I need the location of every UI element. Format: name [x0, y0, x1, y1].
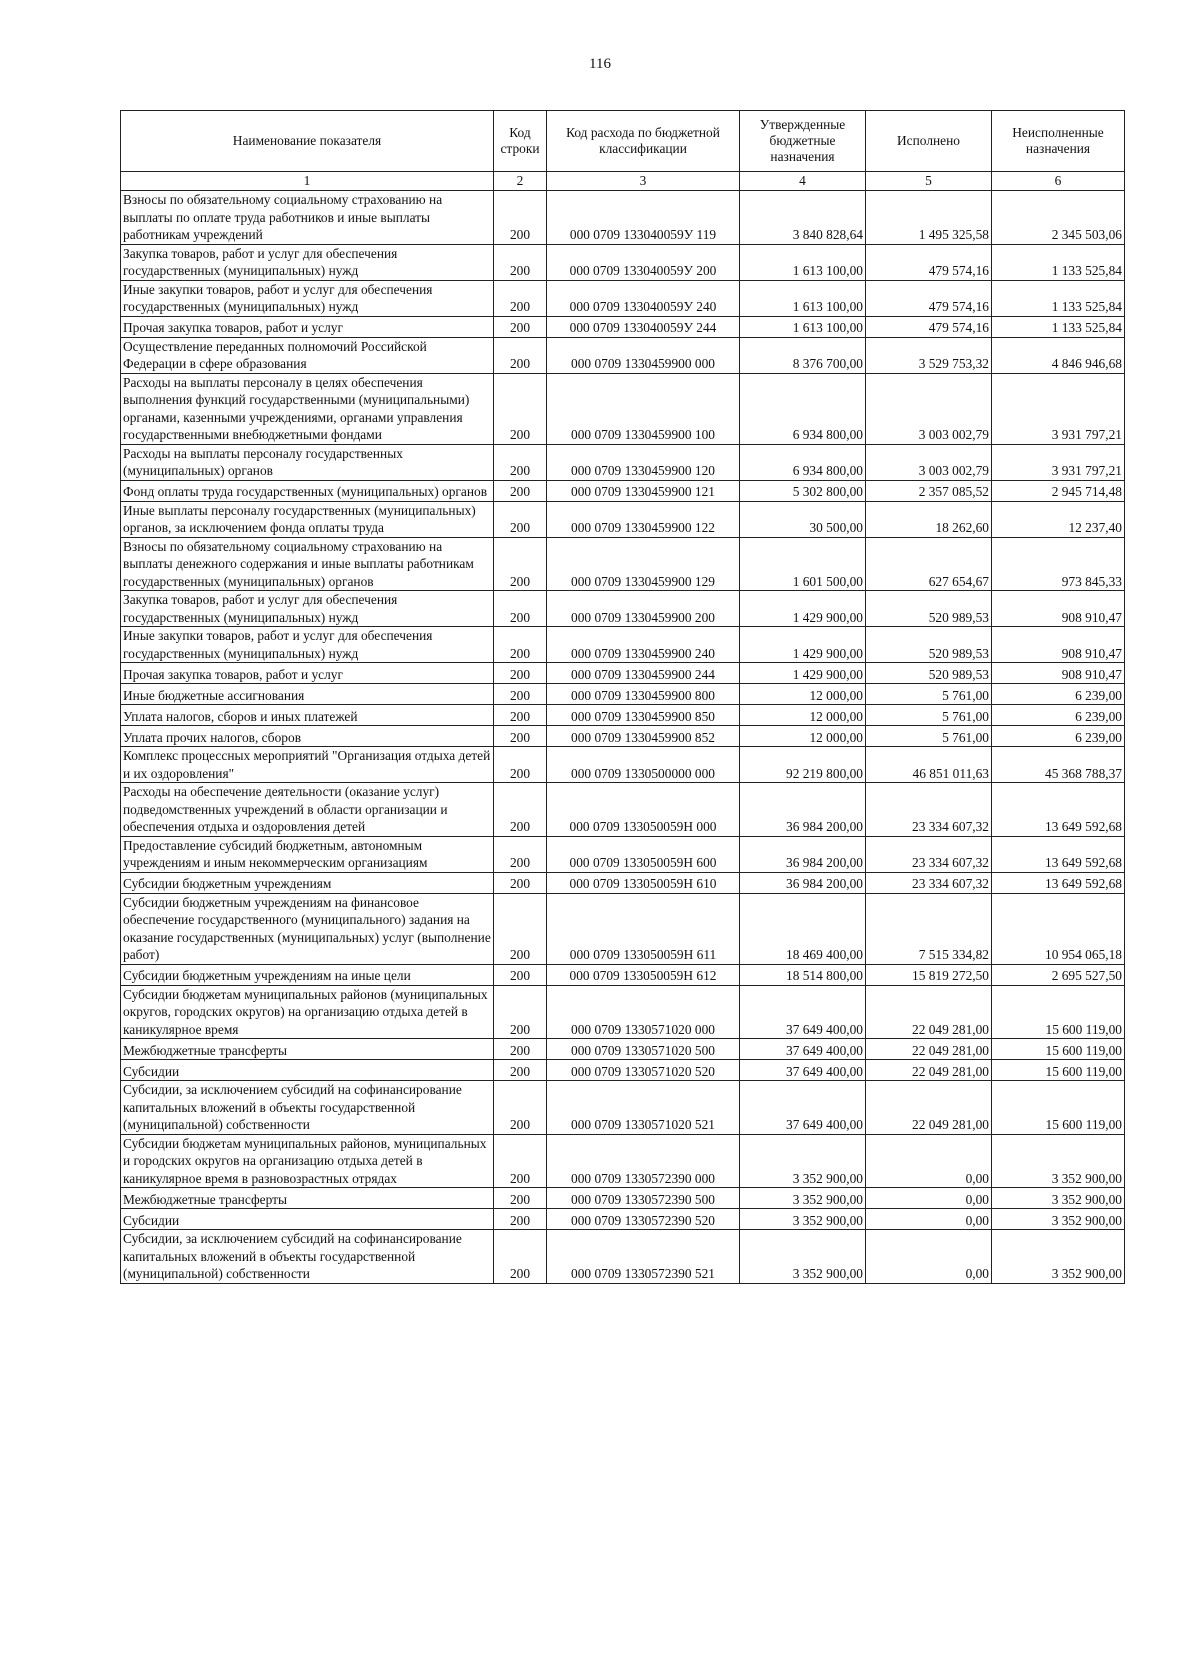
- table-row: [121, 537, 1125, 591]
- column-number-row: [121, 172, 1125, 191]
- budget-code-cell: 000 0709 133050059Н 612: [547, 964, 740, 985]
- indicator-name-cell: Субсидии, за исключением субсидий на софинансирование капитальных вложений в объекты государственной (муниципальной) собственности: [121, 1230, 494, 1284]
- executed-amount-cell: 3 003 002,79: [866, 444, 992, 480]
- line-code-cell: 200: [494, 444, 547, 480]
- approved-amount-cell: 1 613 100,00: [740, 244, 866, 280]
- line-code-cell: 200: [494, 663, 547, 684]
- indicator-name-cell: Субсидии, за исключением субсидий на софинансирование капитальных вложений в объекты государственной (муниципальной) собственности: [121, 1081, 494, 1135]
- header-approved: Утвержденные бюджетные назначения: [740, 111, 866, 172]
- budget-code-cell: 000 0709 1330459900 800: [547, 684, 740, 705]
- column-number: 1: [121, 172, 494, 191]
- line-code-cell: 200: [494, 373, 547, 444]
- table-body: [121, 191, 1125, 1284]
- line-code-cell: 200: [494, 337, 547, 373]
- unexecuted-amount-cell: 15 600 119,00: [992, 985, 1125, 1039]
- header-budget-code: Код расхода по бюджетной классификации: [547, 111, 740, 172]
- unexecuted-amount-cell: 2 945 714,48: [992, 480, 1125, 501]
- budget-code-cell: 000 0709 133040059У 244: [547, 316, 740, 337]
- unexecuted-amount-cell: 10 954 065,18: [992, 893, 1125, 964]
- unexecuted-amount-cell: 3 352 900,00: [992, 1209, 1125, 1230]
- line-code-cell: 200: [494, 872, 547, 893]
- budget-code-cell: 000 0709 1330571020 000: [547, 985, 740, 1039]
- approved-amount-cell: 1 429 900,00: [740, 591, 866, 627]
- approved-amount-cell: 36 984 200,00: [740, 872, 866, 893]
- table-row: [121, 627, 1125, 663]
- indicator-name-cell: Субсидии: [121, 1209, 494, 1230]
- line-code-cell: 200: [494, 1134, 547, 1188]
- executed-amount-cell: 5 761,00: [866, 684, 992, 705]
- budget-code-cell: 000 0709 1330459900 121: [547, 480, 740, 501]
- column-number: 4: [740, 172, 866, 191]
- unexecuted-amount-cell: 3 352 900,00: [992, 1188, 1125, 1209]
- approved-amount-cell: 37 649 400,00: [740, 1060, 866, 1081]
- budget-code-cell: 000 0709 1330572390 520: [547, 1209, 740, 1230]
- budget-code-cell: 000 0709 1330459900 240: [547, 627, 740, 663]
- line-code-cell: 200: [494, 893, 547, 964]
- indicator-name-cell: Расходы на выплаты персоналу государственных (муниципальных) органов: [121, 444, 494, 480]
- budget-code-cell: 000 0709 1330571020 521: [547, 1081, 740, 1135]
- unexecuted-amount-cell: 15 600 119,00: [992, 1081, 1125, 1135]
- executed-amount-cell: 46 851 011,63: [866, 747, 992, 783]
- executed-amount-cell: 22 049 281,00: [866, 1039, 992, 1060]
- indicator-name-cell: Субсидии: [121, 1060, 494, 1081]
- approved-amount-cell: 3 352 900,00: [740, 1230, 866, 1284]
- line-code-cell: 200: [494, 684, 547, 705]
- table-header-row: [121, 111, 1125, 172]
- executed-amount-cell: 520 989,53: [866, 591, 992, 627]
- indicator-name-cell: Осуществление переданных полномочий Российской Федерации в сфере образования: [121, 337, 494, 373]
- indicator-name-cell: Субсидии бюджетам муниципальных районов, муниципальных и городских округов на организацию отдыха детей в каникулярное время в разновозрастных отрядах: [121, 1134, 494, 1188]
- indicator-name-cell: Прочая закупка товаров, работ и услуг: [121, 316, 494, 337]
- table-row: [121, 1060, 1125, 1081]
- line-code-cell: 200: [494, 783, 547, 837]
- executed-amount-cell: 0,00: [866, 1230, 992, 1284]
- line-code-cell: 200: [494, 627, 547, 663]
- line-code-cell: 200: [494, 591, 547, 627]
- line-code-cell: 200: [494, 191, 547, 245]
- unexecuted-amount-cell: 973 845,33: [992, 537, 1125, 591]
- executed-amount-cell: 0,00: [866, 1209, 992, 1230]
- indicator-name-cell: Закупка товаров, работ и услуг для обеспечения государственных (муниципальных) нужд: [121, 244, 494, 280]
- approved-amount-cell: 12 000,00: [740, 684, 866, 705]
- table-row: [121, 783, 1125, 837]
- unexecuted-amount-cell: 45 368 788,37: [992, 747, 1125, 783]
- budget-code-cell: 000 0709 1330572390 000: [547, 1134, 740, 1188]
- approved-amount-cell: 12 000,00: [740, 705, 866, 726]
- unexecuted-amount-cell: 12 237,40: [992, 501, 1125, 537]
- table-row: [121, 836, 1125, 872]
- unexecuted-amount-cell: 1 133 525,84: [992, 316, 1125, 337]
- executed-amount-cell: 479 574,16: [866, 280, 992, 316]
- approved-amount-cell: 18 469 400,00: [740, 893, 866, 964]
- executed-amount-cell: 15 819 272,50: [866, 964, 992, 985]
- budget-code-cell: 000 0709 133050059Н 610: [547, 872, 740, 893]
- line-code-cell: 200: [494, 1230, 547, 1284]
- approved-amount-cell: 6 934 800,00: [740, 373, 866, 444]
- header-indicator-name: Наименование показателя: [121, 111, 494, 172]
- executed-amount-cell: 3 529 753,32: [866, 337, 992, 373]
- approved-amount-cell: 1 601 500,00: [740, 537, 866, 591]
- budget-code-cell: 000 0709 133040059У 119: [547, 191, 740, 245]
- executed-amount-cell: 520 989,53: [866, 663, 992, 684]
- executed-amount-cell: 1 495 325,58: [866, 191, 992, 245]
- line-code-cell: 200: [494, 244, 547, 280]
- table-row: [121, 1188, 1125, 1209]
- line-code-cell: 200: [494, 537, 547, 591]
- indicator-name-cell: Взносы по обязательному социальному страхованию на выплаты денежного содержания и иные выплаты работникам государственных (муниципальных) органов: [121, 537, 494, 591]
- indicator-name-cell: Субсидии бюджетным учреждениям на иные цели: [121, 964, 494, 985]
- indicator-name-cell: Иные закупки товаров, работ и услуг для обеспечения государственных (муниципальных) нужд: [121, 280, 494, 316]
- indicator-name-cell: Закупка товаров, работ и услуг для обеспечения государственных (муниципальных) нужд: [121, 591, 494, 627]
- line-code-cell: 200: [494, 705, 547, 726]
- unexecuted-amount-cell: 908 910,47: [992, 591, 1125, 627]
- indicator-name-cell: Иные закупки товаров, работ и услуг для обеспечения государственных (муниципальных) нужд: [121, 627, 494, 663]
- indicator-name-cell: Расходы на обеспечение деятельности (оказание услуг) подведомственных учреждений в области организации и обеспечения отдыха и оздоровления детей: [121, 783, 494, 837]
- budget-code-cell: 000 0709 1330459900 200: [547, 591, 740, 627]
- executed-amount-cell: 0,00: [866, 1134, 992, 1188]
- table-row: [121, 480, 1125, 501]
- column-number: 6: [992, 172, 1125, 191]
- executed-amount-cell: 3 003 002,79: [866, 373, 992, 444]
- unexecuted-amount-cell: 3 352 900,00: [992, 1134, 1125, 1188]
- executed-amount-cell: 5 761,00: [866, 705, 992, 726]
- line-code-cell: 200: [494, 964, 547, 985]
- table-row: [121, 280, 1125, 316]
- budget-code-cell: 000 0709 1330572390 521: [547, 1230, 740, 1284]
- line-code-cell: 200: [494, 726, 547, 747]
- indicator-name-cell: Фонд оплаты труда государственных (муниципальных) органов: [121, 480, 494, 501]
- indicator-name-cell: Иные выплаты персоналу государственных (муниципальных) органов, за исключением фонда оплаты труда: [121, 501, 494, 537]
- approved-amount-cell: 1 613 100,00: [740, 280, 866, 316]
- budget-code-cell: 000 0709 133050059Н 000: [547, 783, 740, 837]
- table-row: [121, 444, 1125, 480]
- unexecuted-amount-cell: 13 649 592,68: [992, 783, 1125, 837]
- budget-code-cell: 000 0709 1330571020 520: [547, 1060, 740, 1081]
- executed-amount-cell: 0,00: [866, 1188, 992, 1209]
- line-code-cell: 200: [494, 985, 547, 1039]
- budget-code-cell: 000 0709 1330459900 000: [547, 337, 740, 373]
- unexecuted-amount-cell: 3 931 797,21: [992, 444, 1125, 480]
- table-row: [121, 872, 1125, 893]
- table-row: [121, 316, 1125, 337]
- unexecuted-amount-cell: 4 846 946,68: [992, 337, 1125, 373]
- table-row: [121, 337, 1125, 373]
- approved-amount-cell: 1 429 900,00: [740, 627, 866, 663]
- unexecuted-amount-cell: 2 345 503,06: [992, 191, 1125, 245]
- table-row: [121, 1209, 1125, 1230]
- budget-code-cell: 000 0709 1330459900 850: [547, 705, 740, 726]
- approved-amount-cell: 18 514 800,00: [740, 964, 866, 985]
- line-code-cell: 200: [494, 316, 547, 337]
- approved-amount-cell: 36 984 200,00: [740, 836, 866, 872]
- indicator-name-cell: Расходы на выплаты персоналу в целях обеспечения выполнения функций государственными (муниципальными) органами, казенными учреждениями, органами управления государственными внебюджетными фондами: [121, 373, 494, 444]
- executed-amount-cell: 23 334 607,32: [866, 872, 992, 893]
- line-code-cell: 200: [494, 1188, 547, 1209]
- unexecuted-amount-cell: 13 649 592,68: [992, 836, 1125, 872]
- line-code-cell: 200: [494, 747, 547, 783]
- table-row: [121, 501, 1125, 537]
- table-row: [121, 591, 1125, 627]
- budget-code-cell: 000 0709 133040059У 240: [547, 280, 740, 316]
- indicator-name-cell: Субсидии бюджетным учреждениям на финансовое обеспечение государственного (муниципального) задания на оказание государственных (муниципальных) услуг (выполнение работ): [121, 893, 494, 964]
- approved-amount-cell: 1 429 900,00: [740, 663, 866, 684]
- budget-code-cell: 000 0709 1330459900 122: [547, 501, 740, 537]
- approved-amount-cell: 3 352 900,00: [740, 1209, 866, 1230]
- indicator-name-cell: Уплата прочих налогов, сборов: [121, 726, 494, 747]
- table-row: [121, 663, 1125, 684]
- page-number: 116: [589, 56, 611, 72]
- approved-amount-cell: 92 219 800,00: [740, 747, 866, 783]
- budget-code-cell: 000 0709 1330500000 000: [547, 747, 740, 783]
- unexecuted-amount-cell: 13 649 592,68: [992, 872, 1125, 893]
- table-row: [121, 964, 1125, 985]
- unexecuted-amount-cell: 15 600 119,00: [992, 1060, 1125, 1081]
- table-row: [121, 1039, 1125, 1060]
- executed-amount-cell: 5 761,00: [866, 726, 992, 747]
- unexecuted-amount-cell: 908 910,47: [992, 663, 1125, 684]
- unexecuted-amount-cell: 3 931 797,21: [992, 373, 1125, 444]
- line-code-cell: 200: [494, 1209, 547, 1230]
- budget-code-cell: 000 0709 1330459900 100: [547, 373, 740, 444]
- line-code-cell: 200: [494, 480, 547, 501]
- approved-amount-cell: 3 840 828,64: [740, 191, 866, 245]
- header-line-code: Код строки: [494, 111, 547, 172]
- column-number: 3: [547, 172, 740, 191]
- budget-code-cell: 000 0709 1330459900 852: [547, 726, 740, 747]
- executed-amount-cell: 479 574,16: [866, 244, 992, 280]
- line-code-cell: 200: [494, 1039, 547, 1060]
- unexecuted-amount-cell: 1 133 525,84: [992, 280, 1125, 316]
- budget-code-cell: 000 0709 1330459900 129: [547, 537, 740, 591]
- table-row: [121, 893, 1125, 964]
- indicator-name-cell: Субсидии бюджетным учреждениям: [121, 872, 494, 893]
- indicator-name-cell: Предоставление субсидий бюджетным, автономным учреждениям и иным некоммерческим организациям: [121, 836, 494, 872]
- budget-report-table: [120, 110, 1125, 1284]
- indicator-name-cell: Уплата налогов, сборов и иных платежей: [121, 705, 494, 726]
- line-code-cell: 200: [494, 280, 547, 316]
- unexecuted-amount-cell: 2 695 527,50: [992, 964, 1125, 985]
- budget-code-cell: 000 0709 1330459900 244: [547, 663, 740, 684]
- approved-amount-cell: 1 613 100,00: [740, 316, 866, 337]
- approved-amount-cell: 12 000,00: [740, 726, 866, 747]
- budget-code-cell: 000 0709 1330571020 500: [547, 1039, 740, 1060]
- budget-code-cell: 000 0709 133050059Н 611: [547, 893, 740, 964]
- unexecuted-amount-cell: 1 133 525,84: [992, 244, 1125, 280]
- approved-amount-cell: 3 352 900,00: [740, 1188, 866, 1209]
- unexecuted-amount-cell: 3 352 900,00: [992, 1230, 1125, 1284]
- executed-amount-cell: 479 574,16: [866, 316, 992, 337]
- indicator-name-cell: Взносы по обязательному социальному страхованию на выплаты по оплате труда работников и иные выплаты работникам учреждений: [121, 191, 494, 245]
- approved-amount-cell: 3 352 900,00: [740, 1134, 866, 1188]
- indicator-name-cell: Иные бюджетные ассигнования: [121, 684, 494, 705]
- budget-code-cell: 000 0709 133040059У 200: [547, 244, 740, 280]
- budget-code-cell: 000 0709 1330459900 120: [547, 444, 740, 480]
- budget-code-cell: 000 0709 133050059Н 600: [547, 836, 740, 872]
- unexecuted-amount-cell: 6 239,00: [992, 726, 1125, 747]
- line-code-cell: 200: [494, 1060, 547, 1081]
- unexecuted-amount-cell: 6 239,00: [992, 684, 1125, 705]
- approved-amount-cell: 30 500,00: [740, 501, 866, 537]
- approved-amount-cell: 37 649 400,00: [740, 1039, 866, 1060]
- indicator-name-cell: Межбюджетные трансферты: [121, 1188, 494, 1209]
- table-row: [121, 705, 1125, 726]
- header-executed: Исполнено: [866, 111, 992, 172]
- approved-amount-cell: 37 649 400,00: [740, 1081, 866, 1135]
- line-code-cell: 200: [494, 836, 547, 872]
- line-code-cell: 200: [494, 1081, 547, 1135]
- executed-amount-cell: 18 262,60: [866, 501, 992, 537]
- unexecuted-amount-cell: 908 910,47: [992, 627, 1125, 663]
- indicator-name-cell: Прочая закупка товаров, работ и услуг: [121, 663, 494, 684]
- approved-amount-cell: 37 649 400,00: [740, 985, 866, 1039]
- table-row: [121, 684, 1125, 705]
- indicator-name-cell: Межбюджетные трансферты: [121, 1039, 494, 1060]
- header-unexecuted: Неисполненные назначения: [992, 111, 1125, 172]
- table-row: [121, 191, 1125, 245]
- executed-amount-cell: 22 049 281,00: [866, 1060, 992, 1081]
- approved-amount-cell: 6 934 800,00: [740, 444, 866, 480]
- approved-amount-cell: 36 984 200,00: [740, 783, 866, 837]
- indicator-name-cell: Субсидии бюджетам муниципальных районов (муниципальных округов, городских округов) на организацию отдыха детей в каникулярное время: [121, 985, 494, 1039]
- executed-amount-cell: 22 049 281,00: [866, 985, 992, 1039]
- table-row: [121, 1081, 1125, 1135]
- table-row: [121, 747, 1125, 783]
- executed-amount-cell: 23 334 607,32: [866, 836, 992, 872]
- table-row: [121, 244, 1125, 280]
- executed-amount-cell: 22 049 281,00: [866, 1081, 992, 1135]
- table-row: [121, 1230, 1125, 1284]
- executed-amount-cell: 2 357 085,52: [866, 480, 992, 501]
- table-row: [121, 1134, 1125, 1188]
- table-row: [121, 373, 1125, 444]
- approved-amount-cell: 5 302 800,00: [740, 480, 866, 501]
- indicator-name-cell: Комплекс процессных мероприятий "Организация отдыха детей и их оздоровления": [121, 747, 494, 783]
- executed-amount-cell: 7 515 334,82: [866, 893, 992, 964]
- table-row: [121, 985, 1125, 1039]
- line-code-cell: 200: [494, 501, 547, 537]
- column-number: 5: [866, 172, 992, 191]
- executed-amount-cell: 627 654,67: [866, 537, 992, 591]
- executed-amount-cell: 520 989,53: [866, 627, 992, 663]
- approved-amount-cell: 8 376 700,00: [740, 337, 866, 373]
- unexecuted-amount-cell: 6 239,00: [992, 705, 1125, 726]
- budget-code-cell: 000 0709 1330572390 500: [547, 1188, 740, 1209]
- unexecuted-amount-cell: 15 600 119,00: [992, 1039, 1125, 1060]
- column-number: 2: [494, 172, 547, 191]
- executed-amount-cell: 23 334 607,32: [866, 783, 992, 837]
- table-row: [121, 726, 1125, 747]
